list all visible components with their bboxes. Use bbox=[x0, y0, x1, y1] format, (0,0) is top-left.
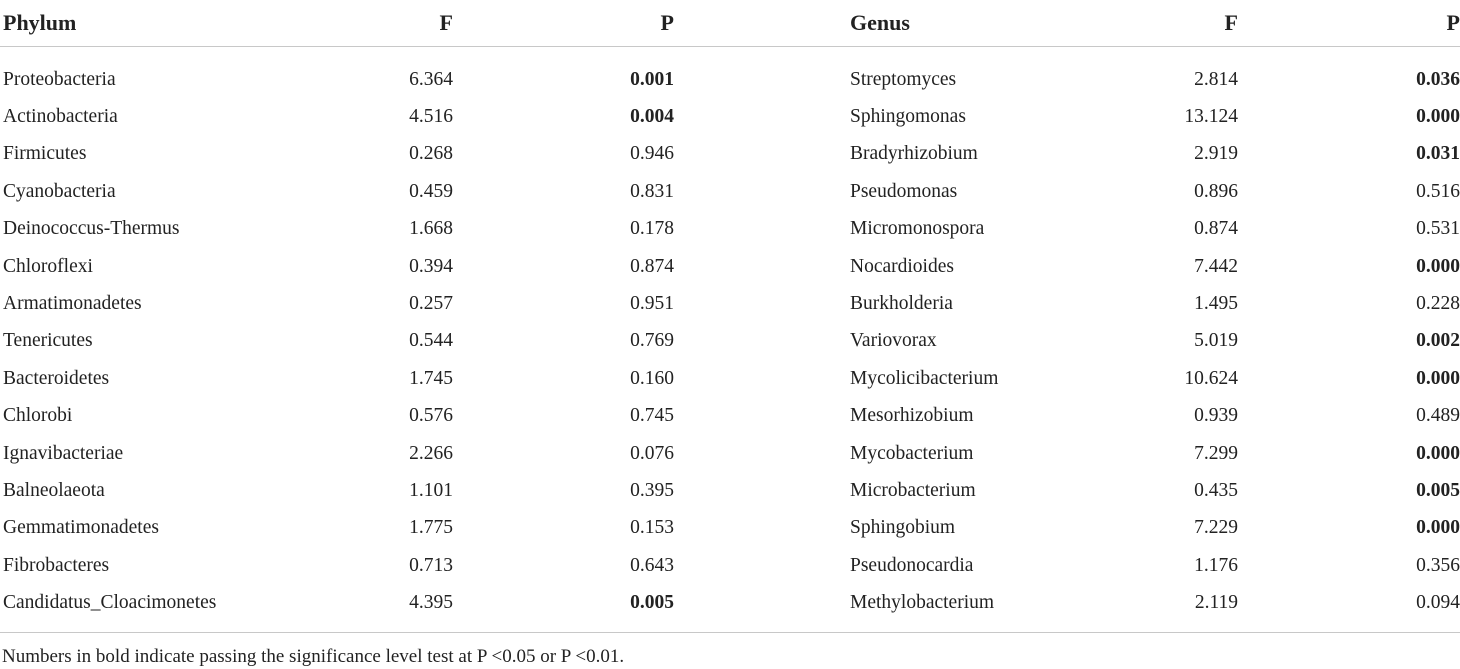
phylum-cell: Actinobacteria bbox=[3, 106, 118, 128]
genus-p-cell: 0.489 bbox=[1416, 405, 1460, 427]
table-row bbox=[0, 435, 1460, 472]
phylum-f-cell: 4.516 bbox=[409, 106, 453, 128]
phylum-f-cell: 1.101 bbox=[409, 479, 453, 501]
phylum-cell: Fibrobacteres bbox=[3, 554, 110, 576]
genus-f-cell: 13.124 bbox=[1184, 106, 1238, 128]
phylum-cell: Gemmatimonadetes bbox=[3, 517, 159, 539]
genus-p-cell: 0.228 bbox=[1416, 293, 1460, 315]
genus-p-cell: 0.000 bbox=[1416, 442, 1460, 464]
phylum-p-cell: 0.395 bbox=[630, 479, 674, 501]
gap-cell bbox=[674, 360, 847, 397]
gap-cell bbox=[674, 98, 847, 135]
genus-cell: Burkholderia bbox=[850, 293, 953, 315]
phylum-f-cell: 1.668 bbox=[409, 218, 453, 240]
header-p-phylum: P bbox=[453, 0, 674, 47]
genus-p-cell: 0.036 bbox=[1416, 68, 1460, 90]
phylum-p-cell: 0.001 bbox=[630, 68, 674, 90]
genus-f-cell: 1.176 bbox=[1194, 554, 1238, 576]
genus-cell: Variovorax bbox=[850, 330, 937, 352]
phylum-f-cell: 4.395 bbox=[320, 584, 453, 632]
gap-cell bbox=[674, 435, 847, 472]
phylum-p-cell: 0.005 bbox=[453, 584, 674, 632]
phylum-p-cell: 0.160 bbox=[630, 367, 674, 389]
genus-p-cell: 0.000 bbox=[1416, 517, 1460, 539]
phylum-f-cell: 1.745 bbox=[409, 367, 453, 389]
genus-f-cell: 2.119 bbox=[1047, 584, 1238, 632]
phylum-cell: Cyanobacteria bbox=[3, 180, 116, 202]
genus-cell: Sphingomonas bbox=[850, 106, 966, 128]
phylum-p-cell: 0.946 bbox=[630, 143, 674, 165]
table-row bbox=[0, 472, 1460, 509]
phylum-cell: Armatimonadetes bbox=[3, 293, 142, 315]
phylum-p-cell: 0.874 bbox=[630, 255, 674, 277]
table-row bbox=[0, 173, 1460, 210]
genus-cell: Nocardioides bbox=[850, 255, 954, 277]
table-footnote: Numbers in bold indicate passing the significance level test at P <0.05 or P <0.01. bbox=[2, 646, 625, 667]
phylum-cell: Chloroflexi bbox=[3, 255, 93, 277]
phylum-f-cell: 0.544 bbox=[409, 330, 453, 352]
gap-cell bbox=[674, 323, 847, 360]
phylum-cell: Ignavibacteriae bbox=[3, 442, 124, 464]
genus-f-cell: 7.299 bbox=[1194, 442, 1238, 464]
genus-p-cell: 0.002 bbox=[1416, 330, 1460, 352]
phylum-p-cell: 0.178 bbox=[630, 218, 674, 240]
table-row bbox=[0, 285, 1460, 322]
table-row bbox=[0, 323, 1460, 360]
gap-cell bbox=[674, 584, 847, 632]
gap-cell bbox=[674, 173, 847, 210]
header-p-genus: P bbox=[1238, 0, 1460, 47]
phylum-f-cell: 0.713 bbox=[409, 554, 453, 576]
phylum-p-cell: 0.831 bbox=[630, 180, 674, 202]
genus-f-cell: 10.624 bbox=[1184, 367, 1238, 389]
header-genus: Genus bbox=[847, 0, 1047, 47]
phylum-p-cell: 0.153 bbox=[630, 517, 674, 539]
table-row bbox=[0, 136, 1460, 173]
phylum-cell: Balneolaeota bbox=[3, 479, 105, 501]
genus-cell: Sphingobium bbox=[850, 517, 956, 539]
header-gap bbox=[674, 0, 847, 47]
genus-f-cell: 0.435 bbox=[1194, 479, 1238, 501]
header-f-phylum: F bbox=[320, 0, 453, 47]
phylum-cell: Deinococcus-Thermus bbox=[3, 218, 180, 240]
phylum-p-cell: 0.004 bbox=[630, 106, 674, 128]
header-f-genus: F bbox=[1047, 0, 1238, 47]
genus-p-cell: 0.531 bbox=[1416, 218, 1460, 240]
phylum-f-cell: 1.775 bbox=[409, 517, 453, 539]
table-row bbox=[0, 248, 1460, 285]
phylum-cell: Proteobacteria bbox=[3, 68, 116, 90]
genus-cell: Pseudonocardia bbox=[850, 554, 974, 576]
phylum-cell: Chlorobi bbox=[3, 405, 73, 427]
genus-cell: Pseudomonas bbox=[850, 180, 958, 202]
phylum-f-cell: 2.266 bbox=[409, 442, 453, 464]
genus-cell: Streptomyces bbox=[850, 68, 957, 90]
header-phylum: Phylum bbox=[0, 0, 320, 47]
genus-p-cell: 0.000 bbox=[1416, 255, 1460, 277]
gap-cell bbox=[674, 211, 847, 248]
phylum-f-cell: 6.364 bbox=[409, 68, 453, 90]
genus-cell: Mycobacterium bbox=[850, 442, 974, 464]
table-row bbox=[0, 584, 1460, 632]
genus-p-cell: 0.516 bbox=[1416, 180, 1460, 202]
genus-f-cell: 2.919 bbox=[1194, 143, 1238, 165]
phylum-cell: Candidatus_Cloacimonetes bbox=[0, 584, 320, 632]
gap-cell bbox=[674, 136, 847, 173]
phylum-p-cell: 0.951 bbox=[630, 293, 674, 315]
phylum-p-cell: 0.769 bbox=[630, 330, 674, 352]
phylum-f-cell: 0.576 bbox=[409, 405, 453, 427]
genus-f-cell: 7.442 bbox=[1194, 255, 1238, 277]
table-row bbox=[0, 547, 1460, 584]
genus-f-cell: 7.229 bbox=[1194, 517, 1238, 539]
phylum-p-cell: 0.643 bbox=[630, 554, 674, 576]
phylum-f-cell: 0.268 bbox=[409, 143, 453, 165]
phylum-f-cell: 0.257 bbox=[409, 293, 453, 315]
genus-p-cell: 0.005 bbox=[1416, 479, 1460, 501]
genus-p-cell: 0.031 bbox=[1416, 143, 1460, 165]
gap-cell bbox=[674, 547, 847, 584]
genus-cell: Bradyrhizobium bbox=[850, 143, 978, 165]
genus-p-cell: 0.000 bbox=[1416, 106, 1460, 128]
genus-f-cell: 0.896 bbox=[1194, 180, 1238, 202]
phylum-f-cell: 0.394 bbox=[409, 255, 453, 277]
table-body bbox=[0, 47, 1460, 633]
phylum-f-cell: 0.459 bbox=[409, 180, 453, 202]
table-row bbox=[0, 211, 1460, 248]
genus-f-cell: 1.495 bbox=[1194, 293, 1238, 315]
genus-f-cell: 5.019 bbox=[1194, 330, 1238, 352]
gap-cell bbox=[674, 47, 847, 99]
genus-cell: Mesorhizobium bbox=[850, 405, 974, 427]
table-header-row bbox=[0, 0, 1460, 47]
genus-cell: Mycolicibacterium bbox=[850, 367, 999, 389]
genus-cell: Micromonospora bbox=[850, 218, 985, 240]
phylum-cell: Bacteroidetes bbox=[3, 367, 110, 389]
gap-cell bbox=[674, 472, 847, 509]
table-row bbox=[0, 510, 1460, 547]
gap-cell bbox=[674, 285, 847, 322]
table-row bbox=[0, 98, 1460, 135]
genus-cell: Methylobacterium bbox=[847, 584, 1047, 632]
phylum-p-cell: 0.745 bbox=[630, 405, 674, 427]
genus-f-cell: 2.814 bbox=[1194, 68, 1238, 90]
phylum-p-cell: 0.076 bbox=[630, 442, 674, 464]
genus-f-cell: 0.874 bbox=[1194, 218, 1238, 240]
table-row bbox=[0, 47, 1460, 99]
genus-p-cell: 0.000 bbox=[1416, 367, 1460, 389]
genus-p-cell: 0.094 bbox=[1238, 584, 1460, 632]
phylum-cell: Firmicutes bbox=[3, 143, 87, 165]
phylum-cell: Tenericutes bbox=[3, 330, 93, 352]
gap-cell bbox=[674, 248, 847, 285]
genus-p-cell: 0.356 bbox=[1416, 554, 1460, 576]
genus-cell: Microbacterium bbox=[850, 479, 976, 501]
gap-cell bbox=[674, 510, 847, 547]
genus-f-cell: 0.939 bbox=[1194, 405, 1238, 427]
table-row bbox=[0, 360, 1460, 397]
table-row bbox=[0, 398, 1460, 435]
gap-cell bbox=[674, 398, 847, 435]
